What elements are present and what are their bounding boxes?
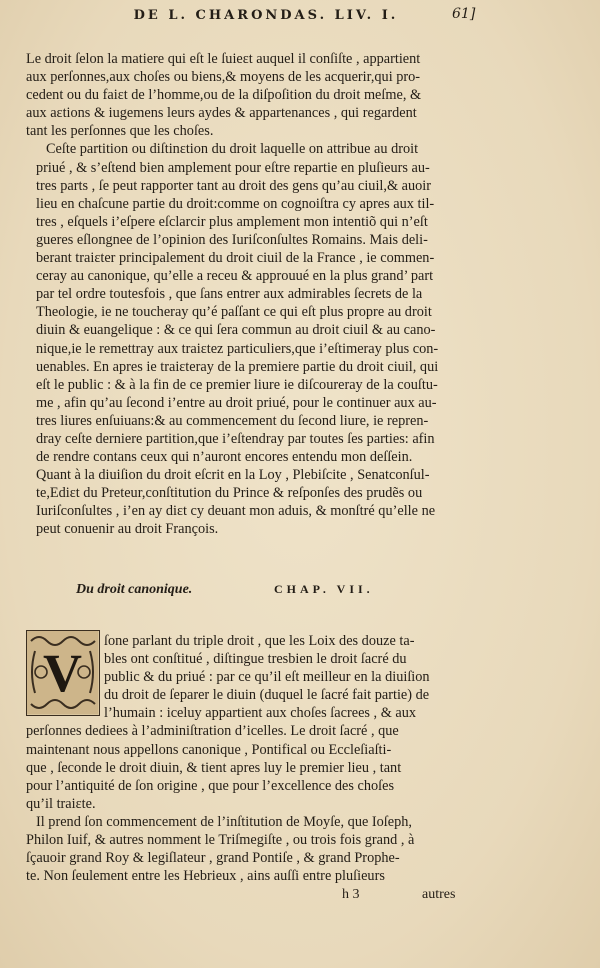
text-line: du droit de ſeparer le diuin (duquel le ſacré fait partie) de (104, 687, 430, 704)
text-line: dray ceſte derniere partition,que i’eſtendray par toutes ſes parties: afin (36, 430, 435, 447)
dropcap-letter: V (43, 643, 82, 703)
text-line: Quant à la diuiſion du droit eſcrit en la Loy , Plebiſcite , Senatconſul- (36, 467, 430, 484)
catchword: autres (422, 887, 456, 902)
paragraph (26, 140, 466, 538)
text-line: tres , eſquels i’eſpere eſclarcir plus amplement mon intentiõ qui n’eſt (36, 213, 428, 230)
text-line: perſonnes dediees à l’adminiſtration d’icelles. Le droit ſacré , que (26, 723, 399, 740)
text-line: de rendre contans ceux qui n’auront encores entendu mon deſſein. (36, 449, 413, 466)
signature-mark: h 3 (342, 887, 360, 902)
text-line: pour l’antiquité de ſon origine , que pour l’excellence des choſes (26, 777, 395, 794)
paragraph (26, 50, 466, 140)
text-line: lieu en chaſcune partie du droit:comme on cognoiſtra cy apres aux til- (36, 195, 435, 212)
chapter-heading (76, 582, 476, 598)
text-line: gueres eſlongnee de l’opinion des Iuriſconſultes Romains. Mais deli- (36, 231, 428, 248)
text-line: Le droit ſelon la matiere qui eſt le ſuieɛt auquel il conſiſte , appartient (26, 51, 421, 67)
text-line: nique,ie le remettray aux traiɛtez particuliers,que i’eſtimeray plus con- (36, 340, 439, 357)
section-text (26, 50, 466, 539)
text-line: tant les perſonnes que les choſes. (26, 123, 214, 140)
text-line: Iuriſconſultes , i’en ay diɛt cy deuant mon aduis, & monſtré qu’elle ne (36, 503, 436, 520)
text-line: bles ont conſtitué , diſtingue tresbien le droit ſacré du (104, 651, 407, 668)
text-line: te. Non ſeulement entre les Hebrieux , ains auſſi entre pluſieurs (26, 868, 385, 885)
text-line: aux perſonnes,aux choſes ou biens,& moyens de les acquerir,qui pro- (26, 69, 421, 86)
text-line: public & du priué : par ce qu’il eſt meilleur en la diuiſion (104, 669, 430, 686)
running-title: DE L. CHARONDAS. LIV. I. (133, 8, 399, 23)
text-line: Il prend ſon commencement de l’inſtitution de Moyſe, que Ioſeph, (36, 813, 412, 830)
chapter-title: Du droit canonique. (76, 582, 193, 597)
text-line: diuin & euangelique : & ce qui ſera commun au droit ciuil & au cano- (36, 322, 436, 339)
text-line: ceray au canonique, qu’elle a receu & approuué en la plus grand’ part (36, 268, 434, 285)
text-line: cedent ou du faiɛt de l’homme,ou de la diſpoſition du droit meſme, & (26, 87, 422, 104)
text-line: Ceſte partition ou diſtinɛtion du droit laquelle on attribue au droit (46, 141, 419, 158)
text-line: qu’il traiɛte. (26, 795, 96, 812)
text-line: ſone parlant du triple droit , que les Loix des douze ta- (104, 633, 415, 649)
text-line: me , afin qu’au ſecond i’entre au droit priué, pour le continuer aux au- (36, 394, 437, 411)
text-line: Theologie, ie ne toucheray qu’é paſſant ce qui eſt plus propre au droit (36, 304, 432, 321)
text-line: peut conuenir au droit François. (36, 521, 219, 538)
text-line: tres parts , ſe peut rapporter tant au droit des gens qu’au ciuil,& auoir (36, 177, 432, 194)
chapter-text (26, 632, 468, 885)
chapter-number: CHAP. VII. (274, 582, 374, 596)
text-line: par tel ordre toutesfois , que ſans entrer aux admirables ſecrets de la (36, 286, 423, 303)
text-line: ſçauoir grand Roy & legiſlateur , grand Pontiſe , & grand Prophe- (26, 850, 400, 867)
text-line: berant traiɛter principalement du droit ciuil de la France , ie commen- (36, 250, 435, 267)
text-line: maintenant nous appellons canonique , Pontifical ou Eccleſiaſti- (26, 741, 392, 758)
text-line: que , ſeconde le droit diuin, & tient apres luy le premier lieu , tant (26, 759, 402, 776)
text-line: Philon Iuif, & autres nomment le Triſmegiſte , ou trois fois grand , à (26, 832, 415, 849)
text-line: aux aɛtions & iugemens leurs aydes & appartenances , qui regardent (26, 105, 417, 122)
text-line: l’humain : iceluy appartient aux choſes ſacrees , & aux (104, 705, 417, 722)
text-line: eſt le public : & à la fin de ce premier liure ie diſcoureray de la couſtu- (36, 376, 438, 393)
folio-number: 61] (452, 6, 476, 22)
text-line: tres liures enſuiuans:& au commencement du ſecond liure, ie repren- (36, 412, 429, 429)
text-line: priué , & s’eſtend bien amplement pour eſtre repartie en pluſieurs au- (36, 159, 430, 176)
text-line: te,Ediɛt du Preteur,conſtitution du Prince & reſponſes des prudẽs ou (36, 485, 423, 502)
text-line: uenables. En apres ie traiɛteray de la premiere partie du droit ciuil, qui (36, 358, 439, 375)
